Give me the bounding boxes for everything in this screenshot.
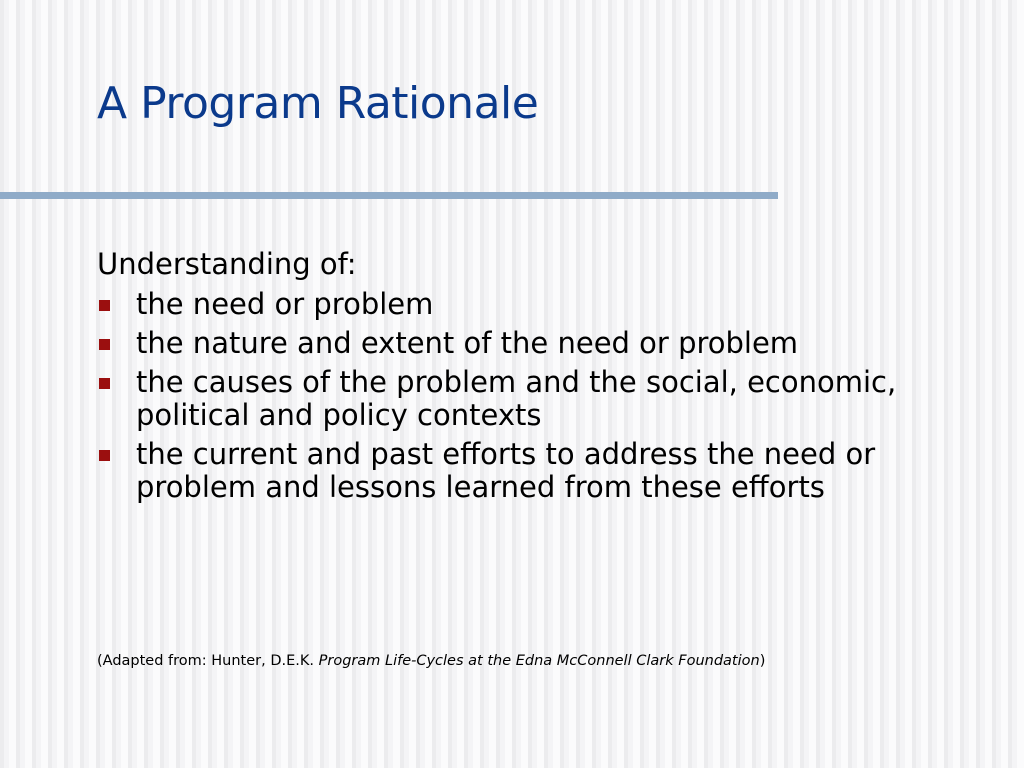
citation bbox=[97, 651, 765, 671]
square-bullet-icon bbox=[99, 339, 110, 350]
bullet-text: the nature and extent of the need or problem bbox=[136, 326, 799, 360]
slide-body bbox=[97, 246, 977, 504]
bullet-item bbox=[97, 288, 977, 321]
bullet-text: the causes of the problem and the social, economic, political and policy contexts bbox=[136, 365, 897, 432]
bullet-item bbox=[97, 366, 977, 432]
lead-text: Understanding of: bbox=[97, 247, 357, 281]
citation-prefix: (Adapted from: Hunter, D.E.K. bbox=[97, 653, 319, 669]
title-divider bbox=[0, 192, 778, 199]
bullet-item bbox=[97, 327, 977, 360]
square-bullet-icon bbox=[99, 378, 110, 389]
citation-work-title: Program Life-Cycles at the Edna McConnell Clark Foundation bbox=[318, 653, 760, 669]
bullet-item bbox=[97, 438, 977, 504]
bullet-text: the need or problem bbox=[136, 287, 434, 321]
citation-suffix: ) bbox=[759, 653, 766, 669]
bullet-list bbox=[97, 288, 977, 504]
slide-title: A Program Rationale bbox=[97, 78, 539, 129]
bullet-text: the current and past efforts to address the need or problem and lessons learned from these efforts bbox=[136, 437, 876, 504]
square-bullet-icon bbox=[99, 300, 110, 311]
square-bullet-icon bbox=[99, 450, 110, 461]
